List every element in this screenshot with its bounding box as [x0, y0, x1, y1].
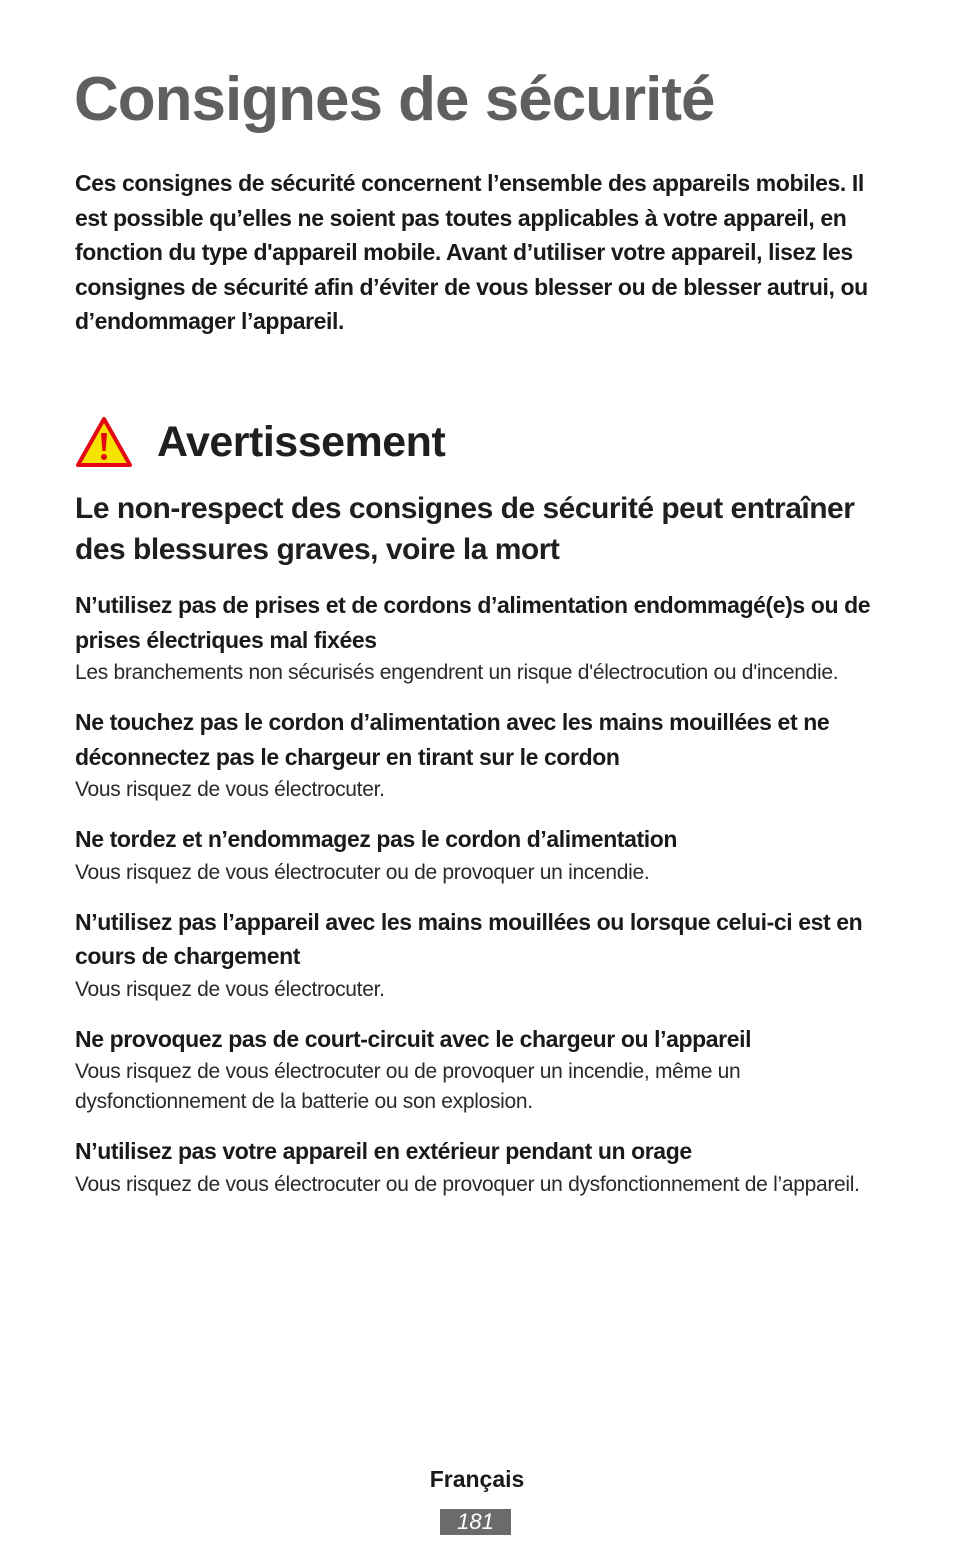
section-subtitle: Le non-respect des consignes de sécurité peut entraîner des blessures graves, voire la mort	[75, 492, 855, 566]
warning-heading: N’utilisez pas de prises et de cordons d’alimentation endommagé(e)s ou de prises électriques mal fixées	[75, 592, 871, 653]
warning-triangle-icon	[75, 416, 133, 468]
warning-list	[75, 588, 880, 1217]
warning-item	[75, 1022, 880, 1118]
section-header	[75, 412, 445, 472]
section-title: Avertissement	[157, 418, 446, 466]
warning-body: Vous risquez de vous électrocuter.	[75, 778, 385, 801]
warning-item	[75, 705, 880, 805]
warning-heading: N’utilisez pas l’appareil avec les mains mouillées ou lorsque celui-ci est en cours de chargement	[75, 908, 863, 969]
warning-item	[75, 1134, 880, 1200]
page-title: Consignes de sécurité	[74, 65, 715, 134]
page-number: 181	[440, 1509, 511, 1535]
warning-heading: Ne tordez et n’endommagez pas le cordon d’alimentation	[75, 826, 678, 852]
intro-paragraph: Ces consignes de sécurité concernent l’ensemble des appareils mobiles. Il est possible qu’elles ne soient pas toutes applicables à votre appareil, en fonction du type d'appareil mobile. Avant d’utiliser votre appareil, lisez les consignes de sécurité afin d’éviter de vous blesser ou de blesser autrui, ou d’endommager l’appareil.	[75, 170, 868, 334]
warning-item	[75, 588, 880, 688]
warning-body: Vous risquez de vous électrocuter.	[75, 977, 385, 1001]
warning-body: Vous risquez de vous électrocuter ou de provoquer un incendie.	[75, 860, 650, 884]
warning-item	[75, 822, 880, 888]
warning-item	[75, 905, 880, 1005]
warning-heading: N’utilisez pas votre appareil en extérieur pendant un orage	[75, 1138, 692, 1164]
warning-heading: Ne provoquez pas de court-circuit avec le chargeur ou l’appareil	[75, 1025, 752, 1052]
footer-language: Français	[429, 1466, 525, 1492]
warning-body: Vous risquez de vous électrocuter ou de provoquer un dysfonctionnement de l’appareil.	[75, 1172, 860, 1196]
warning-body: Les branchements non sécurisés engendrent un risque d'électrocution ou d'incendie.	[75, 661, 839, 684]
warning-body: Vous risquez de vous électrocuter ou de provoquer un incendie, même un dysfonctionnement de la batterie ou son explosion.	[75, 1060, 741, 1113]
warning-heading: Ne touchez pas le cordon d’alimentation avec les mains mouillées et ne déconnectez pas le chargeur en tirant sur le cordon	[75, 709, 830, 770]
